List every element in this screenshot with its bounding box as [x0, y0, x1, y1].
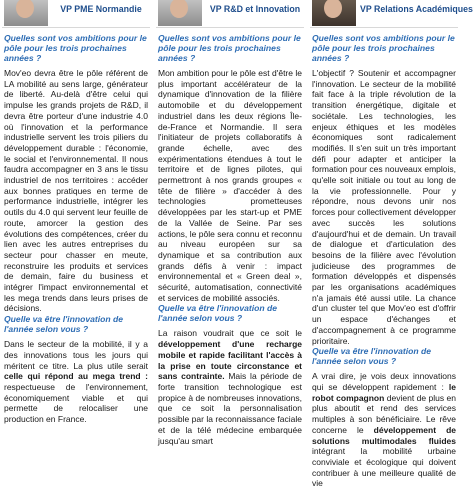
question-ambitions: Quelles sont vos ambitions pour le pôle pour les trois prochaines années ?: [312, 33, 455, 63]
column-vp-academic: [310, 0, 473, 489]
answer-innovation: [2, 339, 150, 425]
answer-innovation: [310, 371, 458, 489]
answer-highlight: celle qui répond au mega trend :: [4, 371, 148, 382]
question-innovation: Quelle va être l'innovation de l'année selon vous ?: [158, 303, 278, 324]
answer-ambitions: Mon ambition pour le pôle est d'être le plus important accélérateur de la dynamique d'innovation de la filière automobile et du développement industriel dans les deux régions Île-de-France et Normandie. Il sera l'initiateur de projets collaboratifs à grande échelle, avec des expérimentations étendues à tout le territoire et de lignes pilotes, qui permettront à nos grands groupes « tête de filière » d'accéder à des technologies prometteuses développées par les start-up et PME de la Vallée de Seine. Par ses actions, le pôle sera connu et reconnu au niveau européen sur sa dynamique et sa contribution aux grands défis à venir : impact environnemental et « Green deal », sécurité, automatisation, connectivité et services de mobilité associés.: [158, 68, 302, 303]
column-header: [156, 0, 304, 28]
answer-text: Mais la période de forte transition technologique est propice à de nombreuses innovations, que ce soit la personnalisation possible par la reconnaissance faciale et de la télé médecine embarquée jusqu'au smart: [158, 371, 302, 446]
role-title: VP Relations Académiques: [360, 4, 473, 14]
answer-innovation: [156, 328, 304, 446]
answer-highlight: développement de solutions multimodales fluides: [312, 424, 456, 446]
question-innovation: Quelle va être l'innovation de l'année selon vous ?: [4, 314, 124, 335]
answer-text: intégrant la mobilité urbaine conviviale et écologique qui doivent contribuer à une meilleure qualité de vie: [312, 446, 456, 489]
role-title: VP R&D et Innovation: [209, 4, 301, 14]
answer-text: Dans le secteur de la mobilité, il y a des innovations tous les jours qui méritent ce titre. La plus utile serait: [4, 339, 148, 371]
question-innovation: Quelle va être l'innovation de l'année selon vous ?: [312, 346, 432, 367]
answer-text: A vrai dire, je vois deux innovations qui se développent rapidement :: [312, 371, 456, 392]
portrait-photo: [158, 0, 202, 26]
portrait-photo: [312, 0, 356, 26]
column-vp-pme: [2, 0, 150, 425]
column-header: [2, 0, 150, 28]
role-title: VP PME Normandie: [60, 4, 142, 14]
answer-text: respectueuse de l'environnement, économiquement viable et qui permette de relocaliser une production en France.: [4, 381, 148, 425]
question-ambitions: Quelles sont vos ambitions pour le pôle pour les trois prochaines années ?: [4, 33, 147, 63]
answer-text: devient de plus en plus aboutit et rend des services multiples à son bénéficiaire. Le rêve concerne le: [312, 392, 456, 435]
answer-ambitions: L'objectif ? Soutenir et accompagner l'innovation. Le secteur de la mobilité fait face à la triple révolution de la transition énergétique, digitale et sociétale. Les technologies, les enjeux éthiques et les modèles économiques sont radicalement modifiés. Il s'en suit un très important défi pour adapter et anticiper la formation pour ces nouveaux emplois, qu'elle soit initiale ou tout au long de la vie professionnelle. Pour y répondre, nous devons unir nos forces pour collectivement développer avec succès les solutions d'aujourd'hui et de demain. Un travail de dialogue et d'articulation des besoins de la filière avec l'évolution judicieuse des programmes de formation développés et dispensés par les organisations académiques n'a jamais été aussi utile. La chance d'un cluster tel que Mov'eo est d'offrir un espace d'échanges et d'accompagnement à ce programme prioritaire.: [312, 68, 456, 346]
answer-highlight: le robot compagnon: [312, 381, 456, 403]
column-header: [310, 0, 473, 28]
question-ambitions: Quelles sont vos ambitions pour le pôle pour les trois prochaines années ?: [158, 33, 301, 63]
column-vp-rd: [156, 0, 304, 446]
answer-ambitions: Mov'eo devra être le pôle référent de LA mobilité au sens large, générateur de liberté. Au-delà d'être celui qui impulse les grands projets de R&D, il devra être porteur d'une industrie 4.0 où l'innovation et la performance industrielle servent les trois piliers du développement durable : l'économie, le social et l'environnemental. Il nous faudra accompagner en 3 ans le tissu industriel de nos territoires : accéder aux bonnes pratiques en terme de performance industrielle, intégrer les outils du 4.0 qui servent leur feuille de route, amorcer la gestion des évolutions des compétences, créer du lien avec les autres entreprises du secteur pour chasser en meute, reconstruire les produits et services de demain, faire du business et intégrer l'impact environnemental et les mega trends dans leurs prises de décisions.: [4, 68, 148, 314]
answer-highlight: développement d'une recharge mobile et rapide facilitant l'accès à la prise en toute circonstance et sans contrainte.: [158, 339, 302, 382]
portrait-photo: [4, 0, 48, 26]
answer-text: La raison voudrait que ce soit le: [158, 328, 302, 339]
